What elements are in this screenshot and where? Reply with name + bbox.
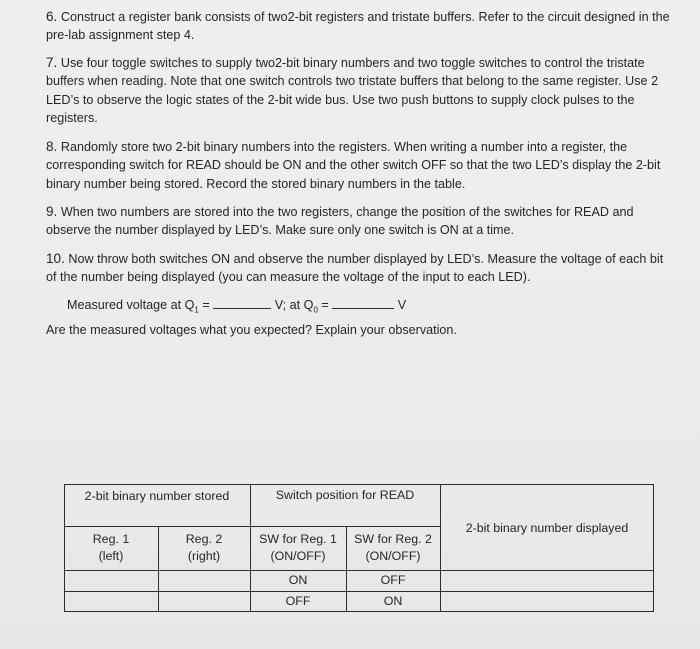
- step-number: 6.: [46, 9, 58, 24]
- header-sw1: SW for Reg. 1 (ON/OFF): [259, 532, 337, 563]
- step-text: Use four toggle switches to supply two2-bit binary numbers and two toggle switches to control the tristate buffers when reading. Note that one switch controls two tristate buffers that belong to the same register. Use 2 LED’s to observe the logic states of the 2-bit wide bus. Use two push buttons to supply clock pulses to the registers.: [46, 56, 659, 126]
- step-text: When two numbers are stored into the two registers, change the position of the switches for READ and observe the number displayed by LED’s. Make sure only one switch is ON at a time.: [46, 205, 634, 238]
- header-displayed: 2-bit binary number displayed: [465, 521, 629, 535]
- step-number: 8.: [46, 139, 58, 154]
- step-number: 10.: [46, 251, 65, 266]
- header-stored: 2-bit binary number stored: [84, 489, 230, 503]
- step-10: [46, 250, 671, 287]
- table-cell-sw1: ON: [288, 573, 308, 587]
- q0-voltage-blank[interactable]: [332, 297, 394, 309]
- table-cell-sw1: OFF: [285, 594, 311, 608]
- header-sw2: SW for Reg. 2 (ON/OFF): [354, 532, 432, 563]
- step-number: 9.: [46, 204, 58, 219]
- header-reg1: Reg. 1 (left): [92, 532, 130, 563]
- step-8: [46, 138, 671, 193]
- step-number: 7.: [46, 55, 58, 70]
- measured-voltage-line: Measured voltage at $Q_1 = V$; at $Q_0 = V$: [67, 298, 407, 315]
- table-cell-sw2: OFF: [380, 573, 406, 587]
- step-7: [46, 54, 671, 128]
- results-table: [64, 484, 654, 612]
- header-reg2: Reg. 2 (right): [185, 532, 223, 563]
- step-9: [46, 203, 671, 240]
- step-text: Construct a register bank consists of two2-bit registers and tristate buffers. Refer to the circuit designed in the pre-lab assignment step 4.: [46, 10, 670, 43]
- table-cell-sw2: ON: [383, 594, 403, 608]
- step-text: Randomly store two 2-bit binary numbers into the registers. When writing a number into a register, the corresponding switch for READ should be ON and the other switch OFF so that the two LED’s display the 2-bit binary number being stored. Record the stored binary numbers in the table.: [46, 140, 661, 191]
- step-text: Now throw both switches ON and observe the number displayed by LED’s. Measure the voltage of each bit of the number being displayed (you can measure the voltage of the input to each LED).: [46, 252, 664, 285]
- header-switch-position: Switch position for READ: [275, 488, 415, 502]
- question-text: Are the measured voltages what you expected? Explain your observation.: [46, 323, 457, 337]
- q1-voltage-blank[interactable]: [213, 297, 271, 309]
- step-6: [46, 8, 671, 45]
